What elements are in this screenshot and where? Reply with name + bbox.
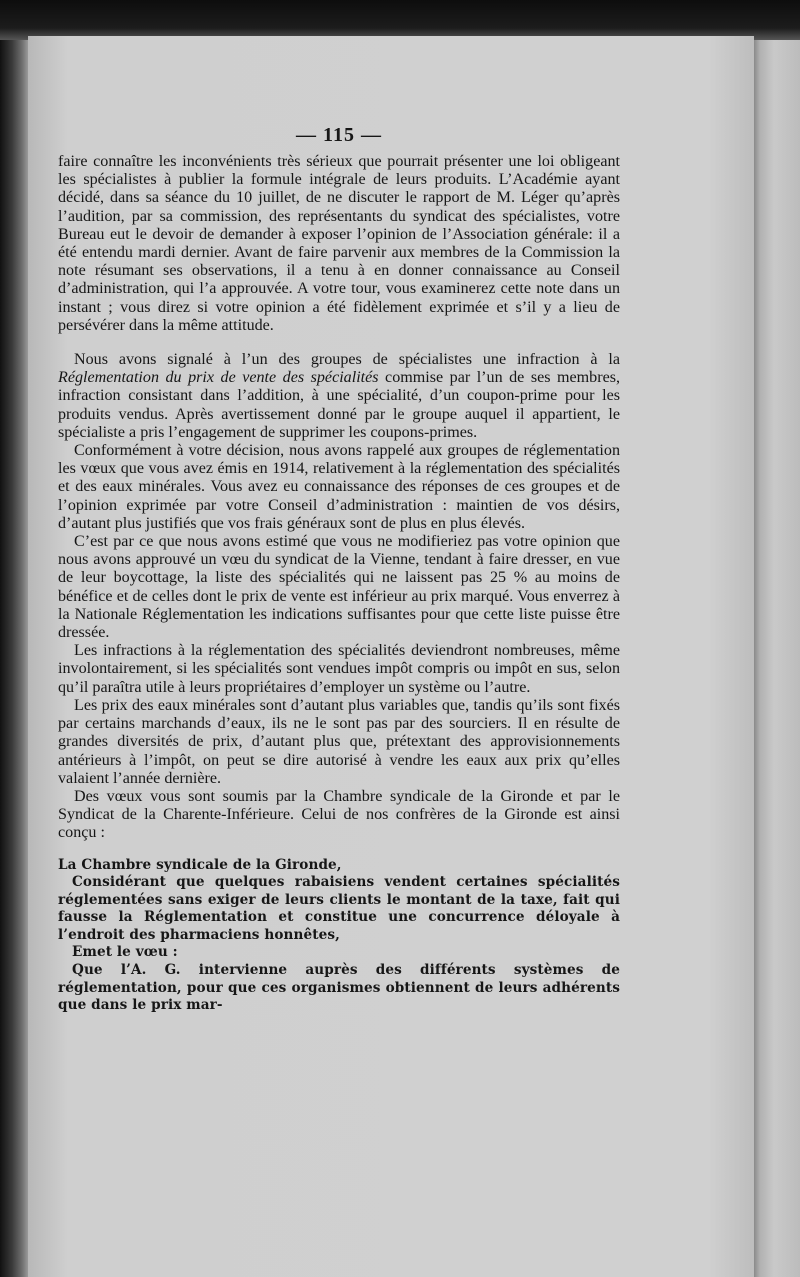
resolution-emet: Emet le vœu : bbox=[72, 944, 178, 961]
resolution-que: Que l’A. G. intervienne auprès des différents systèmes de réglementation, pour que ces organismes obtiennent de leurs adhérents que dans le prix mar- bbox=[58, 962, 620, 1014]
scan-left-margin bbox=[0, 0, 30, 1277]
page-content bbox=[58, 124, 620, 1015]
resolution-heading: La Chambre syndicale de la Gironde, bbox=[58, 856, 342, 873]
paragraph-academie: faire connaître les inconvénients très sérieux que pourrait présenter une loi obligeant les spécialistes à publier la formule intégrale de leurs produits. L’Académie ayant décidé, dans sa séance du 10 juillet, de ne discuter le rapport de M. Léger qu’après l’audition, par sa commission, des représentants du syndicat des spécialistes, votre Bureau eut le devoir de demander à exposer l’opinion de l’Association générale: il a été entendu mardi dernier. Avant de faire parvenir aux membres de la Commission la note résumant ses observations, il a tenu à en donner connaissance au Conseil d’administration, qui l’a approuvée. A votre tour, vous examinerez cette note dans un instant ; vous direz si votre opinion a été fidèlement exprimée et s’il y a lieu de persévérer dans la même attitude. bbox=[58, 153, 620, 334]
paragraph-voeux: Des vœux vous sont soumis par la Chambre syndicale de la Gironde et par le Syndicat de la Charente-Inférieure. Celui de nos confrères de la Gironde est ainsi conçu : bbox=[58, 787, 620, 842]
body-text bbox=[58, 153, 620, 843]
scan-top-margin bbox=[0, 0, 800, 40]
resolution-considerant: Considérant que quelques rabaisiens vendent certaines spécialités réglementées sans exiger de leurs clients le montant de la taxe, fait qui fausse la Réglementation et constitue une concurrence déloyale à l’endroit des pharmaciens honnêtes, bbox=[58, 874, 620, 943]
page-number: — 115 — bbox=[296, 124, 382, 146]
infraction-text-start: Nous avons signalé à l’un des groupes de spécialistes une infraction à la bbox=[74, 351, 620, 369]
page-edge bbox=[754, 40, 800, 1277]
paragraph-infraction bbox=[58, 351, 620, 442]
paragraph-conformement: Conformément à votre décision, nous avons rappelé aux groupes de réglementation les vœux que vous avez émis en 1914, relativement à la réglementation des spécialités et des eaux minérales. Vous avez eu connaissance des réponses de ces groupes et de l’opinion exprimée par votre Conseil d’administration : maintien de vos désirs, d’autant plus justifiés que vos frais généraux sont de plus en plus élevés. bbox=[58, 442, 620, 532]
reglementation-title: Réglementation du prix de vente des spécialités bbox=[58, 369, 379, 387]
paragraph-vienne: C’est par ce que nous avons estimé que vous ne modifieriez pas votre opinion que nous avons approuvé un vœu du syndicat de la Vienne, tendant à faire dresser, en vue de leur boycottage, la liste des spécialités qui ne laissent pas 25 % au moins de bénéfice et de celles dont le prix de vente est inférieur au prix marqué. Vous enverrez à la Nationale Réglementation les indications suffisantes pour que cette liste puisse être dressée. bbox=[58, 533, 620, 642]
paragraph-infractions: Les infractions à la réglementation des spécialités deviendront nombreuses, même involontairement, si les spécialités sont vendues impôt compris ou impôt en sus, selon qu’il paraîtra utile à leurs propriétaires d’employer un système ou l’autre. bbox=[58, 642, 620, 696]
paragraph-eaux-minerales: Les prix des eaux minérales sont d’autant plus variables que, tandis qu’ils sont fixés par certains marchands d’eaux, ils ne le sont pas par des sourciers. Il en résulte de grandes diversités de prix, d’autant plus que, prétextant des approvisionnements antérieurs à l’impôt, on peut se dire autorisé à vendre les eaux aux prix qu’elles valaient l’année dernière. bbox=[58, 696, 620, 787]
gironde-resolution bbox=[58, 857, 620, 1015]
infraction-text-end: commise par l’un de ses membres, infraction consistant dans l’addition, à une spécialité, d’un coupon-prime pour les produits vendus. Après avertissement donné par le groupe auquel il appartient, le spécialiste a pris l’engagement de supprimer les coupons-primes. bbox=[58, 369, 620, 441]
